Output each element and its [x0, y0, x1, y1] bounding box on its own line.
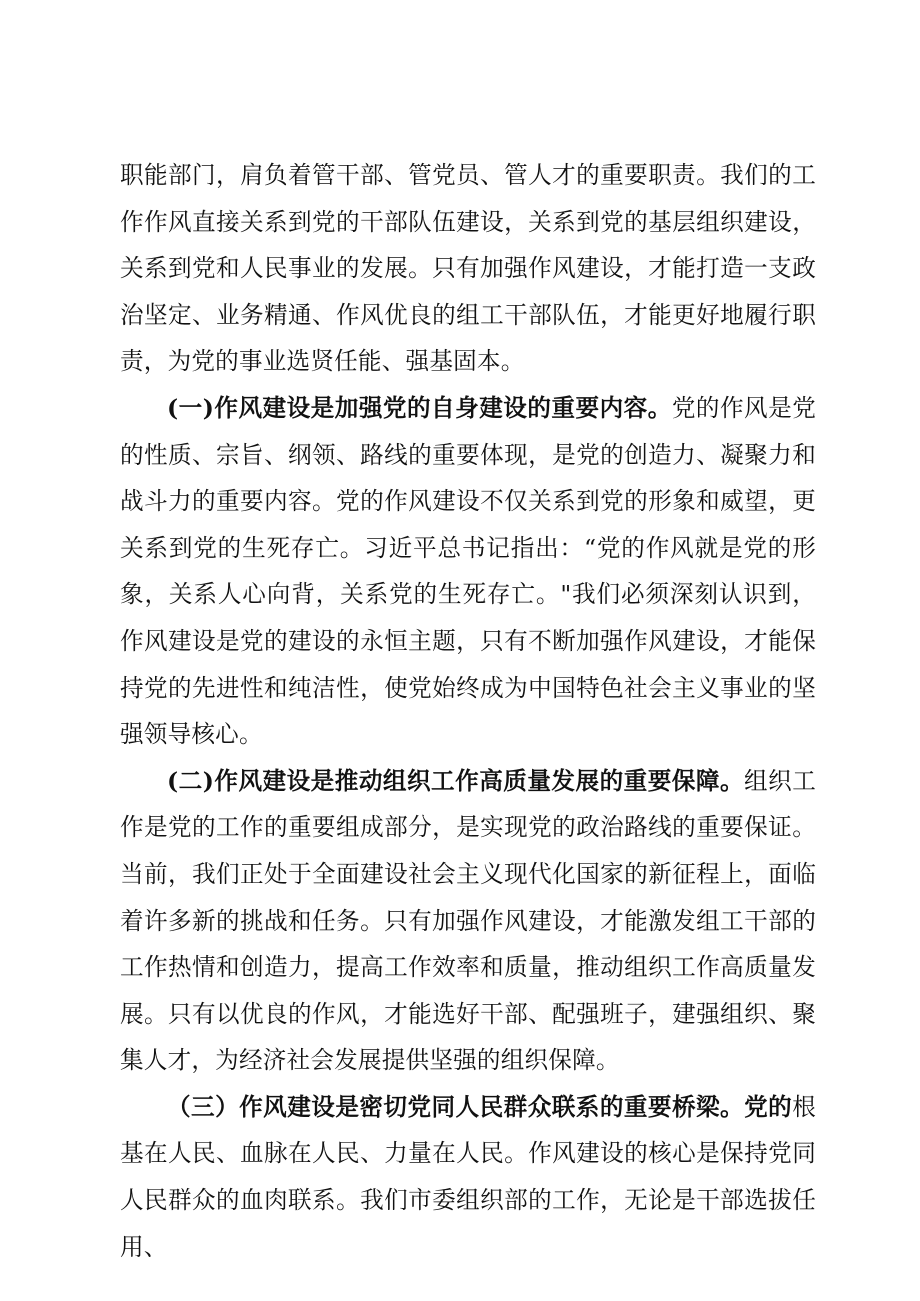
paragraph-text: 职能部门，肩负着管干部、管党员、管人才的重要职责。我们的工作作风直接关系到党的干部队伍建设，关系到党的基层组织建设，关系到党和人民事业的发展。只有加强作风建设，才能打造一支政治坚定、业务精通、作风优良的组工干部队伍，才能更好地履行职责，为党的事业选贤任能、强基固本。	[120, 161, 816, 376]
paragraph-continuation	[120, 152, 816, 385]
document-body	[120, 152, 816, 1270]
paragraph-section-1	[120, 385, 816, 758]
paragraph-section-3	[120, 1084, 816, 1270]
section-heading: (二)作风建设是推动组织工作高质量发展的重要保障。	[167, 766, 745, 795]
section-heading: （三）作风建设是密切党同人民群众联系的重要桥梁。党的	[167, 1092, 793, 1121]
paragraph-section-2	[120, 758, 816, 1084]
paragraph-text: 根基在人民、血脉在人民、力量在人民。作风建设的核心是保持党同人民群众的血肉联系。我们市委组织部的工作，无论是干部选拔任用、	[120, 1092, 816, 1261]
paragraph-text: 组织工作是党的工作的重要组成部分，是实现党的政治路线的重要保证。当前，我们正处于全面建设社会主义现代化国家的新征程上，面临着许多新的挑战和任务。只有加强作风建设，才能激发组工干部的工作热情和创造力，提高工作效率和质量，推动组织工作高质量发展。只有以优良的作风，才能选好干部、配强班子，建强组织、聚集人才，为经济社会发展提供坚强的组织保障。	[120, 766, 816, 1075]
paragraph-text: 党的作风是党的性质、宗旨、纲领、路线的重要体现，是党的创造力、凝聚力和战斗力的重要内容。党的作风建设不仅关系到党的形象和威望，更关系到党的生死存亡。习近平总书记指出：“党的作风就是党的形象，关系人心向背，关系党的生死存亡。"我们必须深刻认识到，作风建设是党的建设的永恒主题，只有不断加强作风建设，才能保持党的先进性和纯洁性，使党始终成为中国特色社会主义事业的坚强领导核心。	[120, 393, 816, 749]
section-heading: (一)作风建设是加强党的自身建设的重要内容。	[167, 393, 672, 422]
